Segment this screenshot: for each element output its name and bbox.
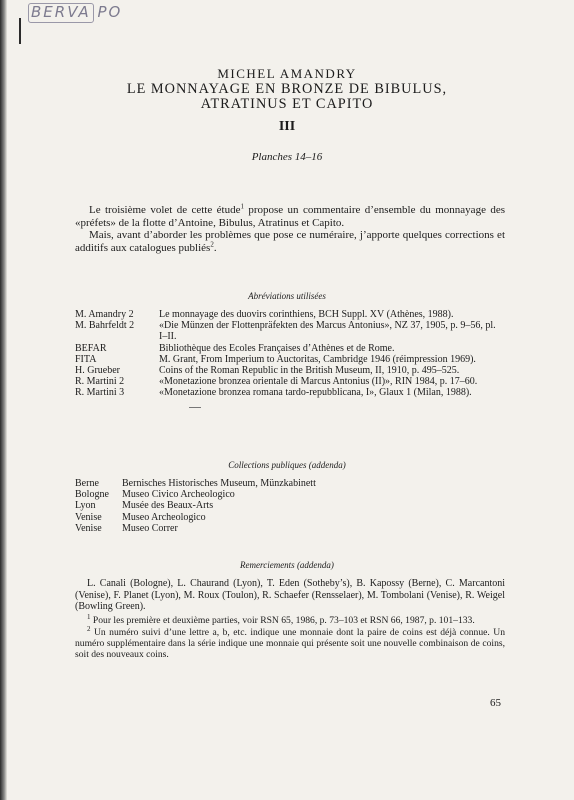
collection-row: Berne Bernisches Historisches Museum, Münzkabinett [75, 478, 316, 489]
abbreviation-row: R. Martini 3 «Monetazione bronzea romana tardo-repubblicana, I», Glaux 1 (Milan, 1988). [75, 387, 472, 399]
abbreviation-row: M. Amandry 2 Le monnayage des duovirs corinthiens, BCH Suppl. XV (Athènes, 1988). [75, 309, 454, 320]
footnote-ref-1: 1 [240, 202, 244, 211]
abbreviation-row: M. Bahrfeldt 2 «Die Münzen der Flottenpräfekten des Marcus Antonius», NZ 37, 1905, p. 9–56, pl. I–II. [75, 320, 496, 343]
footnotes [75, 612, 505, 661]
footnote-2: $^2$ Un numéro suivi d’une lettre a, b, etc. indique une monnaie dont la paire de coins est déjà connue. Un numéro supplémentaire dans la série indique une monnaie qui présente soit une nouvelle combinaison de coins, soit des nouveaux coins. [75, 624, 505, 660]
abbreviation-row: FITA M. Grant, From Imperium to Auctoritas, Cambridge 1946 (réimpression 1969). [75, 353, 476, 365]
page-number: 65 [490, 697, 501, 709]
thanks-text: L. Canali (Bologne), L. Chaurand (Lyon), T. Eden (Sotheby’s), B. Kapossy (Berne), C. Marcantoni (Venise), F. Planet (Lyon), M. Roux (Toulon), R. Schaefer (Rensselaer), M. Tombolani (Venise), R. Weigel (Bowling Green). [75, 578, 505, 612]
margin-mark [19, 18, 21, 44]
stray-mark [189, 407, 201, 408]
title-line-2: ATRATINUS ET CAPITO [200, 96, 374, 112]
abbreviation-row: BEFAR Bibliothèque des Ecoles Françaises d’Athènes et de Rome. [75, 342, 395, 354]
abbreviation-row: R. Martini 2 «Monetazione bronzea orientale di Marcus Antonius (II)», RIN 1984, p. 17–60. [75, 376, 478, 388]
collections-heading: Collections publiques (addenda) [228, 460, 346, 470]
intro-text [75, 204, 505, 254]
article-title [0, 82, 574, 112]
part-number: III [278, 119, 296, 134]
abbreviation-row: H. Grueber Coins of the Roman Republic in the British Museum, II, 1910, p. 495–525. [75, 365, 460, 377]
abbreviations-list [75, 309, 505, 399]
collection-row: Venise Museo Archeologico [75, 511, 206, 523]
intro-paragraph-2: Mais, avant d’aborder les problèmes que pose ce numéraire, j’apporte quelques corrections et additifs aux catalogues publiés$^2$. [75, 229, 505, 254]
handwritten-annotation: BERVA PO [31, 3, 123, 21]
collection-row: Lyon Musée des Beaux-Arts [75, 500, 214, 512]
collection-row: Bologne Museo Civico Archeologico [75, 489, 235, 501]
author-name: MICHEL AMANDRY [217, 66, 357, 81]
footnote-1: $^1$ Pour les première et deuxième parties, voir RSN 65, 1986, p. 73–103 et RSN 66, 1987, p. 101–133. [87, 612, 475, 626]
abbreviations-heading: Abréviations utilisées [248, 291, 326, 301]
title-line-1: LE MONNAYAGE EN BRONZE DE BIBULUS, [126, 81, 448, 97]
thanks-heading: Remerciements (addenda) [240, 560, 334, 570]
intro-paragraph-1: Le troisième volet de cette étude$^1$ propose un commentaire d’ensemble du monnayage des «préfets» de la flotte d’Antoine, Bibulus, Atratinus et Capito. [75, 202, 505, 229]
collections-list [75, 478, 505, 534]
collection-row: Venise Museo Correr [75, 522, 178, 534]
footnote-ref-2: 2 [210, 240, 214, 249]
plates-reference: Planches 14–16 [251, 151, 323, 163]
